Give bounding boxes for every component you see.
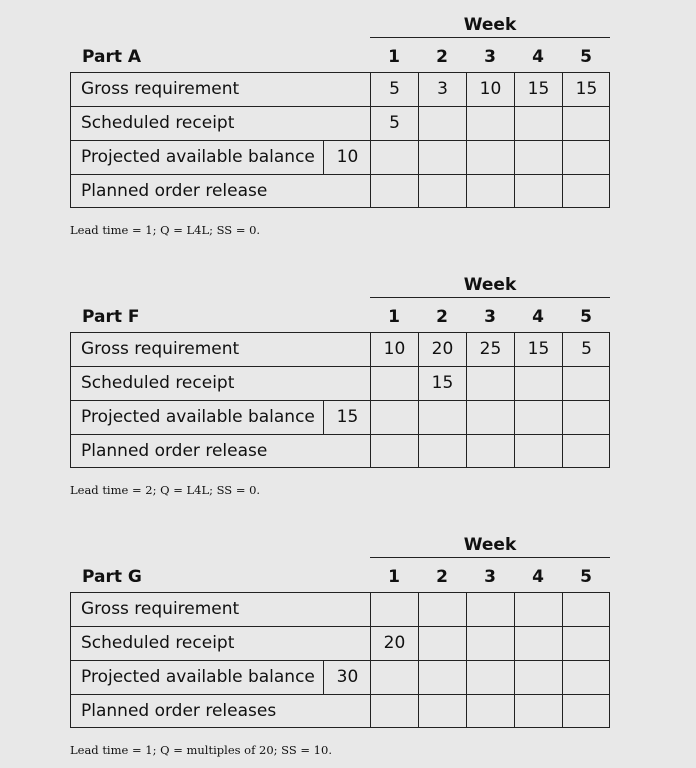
cell-week-4 — [514, 401, 562, 434]
row-planned-order-releases — [71, 695, 609, 729]
week-number-3: 3 — [484, 307, 496, 327]
mrp-grid — [70, 332, 610, 468]
cell-week-3 — [466, 401, 514, 434]
row-projected-available-balance — [71, 401, 609, 435]
table-note: Lead time = 2; Q = L4L; SS = 0. — [70, 483, 261, 497]
week-number-5: 5 — [580, 47, 592, 67]
table-note: Lead time = 1; Q = L4L; SS = 0. — [70, 223, 261, 237]
week-rule — [370, 297, 610, 298]
cell-week-1 — [370, 401, 418, 434]
cell-week-2 — [418, 141, 466, 174]
cell-week-5 — [562, 367, 610, 400]
row-label: Projected available balance — [81, 407, 315, 427]
row-scheduled-receipt — [71, 367, 609, 401]
cell-week-2 — [418, 401, 466, 434]
row-label: Gross requirement — [81, 599, 240, 619]
week-rule — [370, 37, 610, 38]
part-title: Part G — [82, 567, 142, 587]
cell-week-1 — [370, 141, 418, 174]
cell-week-1 — [370, 695, 418, 728]
row-label: Gross requirement — [81, 79, 240, 99]
week-number-4: 4 — [532, 567, 544, 587]
cell-week-5 — [562, 435, 610, 468]
row-planned-order-release — [71, 435, 609, 469]
cell-week-5 — [562, 175, 610, 208]
cell-week-4 — [514, 141, 562, 174]
week-header: Week — [463, 535, 517, 555]
row-label: Planned order releases — [81, 701, 277, 721]
cell-week-5: 5 — [562, 333, 610, 366]
week-header: Week — [463, 275, 517, 295]
cell-week-5 — [562, 107, 610, 140]
initial-balance-cell: 15 — [323, 401, 371, 434]
cell-week-1 — [370, 661, 418, 694]
cell-week-2 — [418, 435, 466, 468]
part-title: Part A — [82, 47, 142, 67]
week-number-1: 1 — [388, 307, 400, 327]
cell-week-1 — [370, 175, 418, 208]
cell-week-2: 15 — [418, 367, 466, 400]
cell-week-3: 25 — [466, 333, 514, 366]
week-number-2: 2 — [436, 47, 448, 67]
cell-week-3 — [466, 435, 514, 468]
row-gross-requirement — [71, 73, 609, 107]
week-number-2: 2 — [436, 307, 448, 327]
row-label: Scheduled receipt — [81, 373, 235, 393]
cell-week-5 — [562, 141, 610, 174]
cell-week-1: 5 — [370, 73, 418, 106]
cell-week-4: 15 — [514, 73, 562, 106]
row-label: Planned order release — [81, 181, 268, 201]
initial-balance-cell: 10 — [323, 141, 371, 174]
week-rule — [370, 557, 610, 558]
row-projected-available-balance — [71, 141, 609, 175]
row-label: Gross requirement — [81, 339, 240, 359]
mrp-table-part-g — [0, 520, 696, 760]
row-projected-available-balance — [71, 661, 609, 695]
row-scheduled-receipt — [71, 107, 609, 141]
week-number-3: 3 — [484, 47, 496, 67]
cell-week-1: 10 — [370, 333, 418, 366]
row-gross-requirement — [71, 333, 609, 367]
cell-week-2: 20 — [418, 333, 466, 366]
cell-week-3 — [466, 627, 514, 660]
cell-week-4 — [514, 107, 562, 140]
cell-week-3 — [466, 107, 514, 140]
cell-week-4 — [514, 661, 562, 694]
cell-week-1 — [370, 367, 418, 400]
cell-week-2 — [418, 175, 466, 208]
week-number-5: 5 — [580, 567, 592, 587]
mrp-grid — [70, 592, 610, 728]
row-label: Scheduled receipt — [81, 633, 235, 653]
cell-week-2: 3 — [418, 73, 466, 106]
cell-week-3 — [466, 141, 514, 174]
row-planned-order-release — [71, 175, 609, 209]
cell-week-4 — [514, 627, 562, 660]
cell-week-4 — [514, 367, 562, 400]
cell-week-1 — [370, 435, 418, 468]
cell-week-3 — [466, 661, 514, 694]
cell-week-3 — [466, 367, 514, 400]
cell-week-1: 20 — [370, 627, 418, 660]
table-note: Lead time = 1; Q = multiples of 20; SS = 10. — [70, 743, 332, 757]
cell-week-3: 10 — [466, 73, 514, 106]
cell-week-5 — [562, 401, 610, 434]
initial-balance-cell: 30 — [323, 661, 371, 694]
cell-week-4 — [514, 175, 562, 208]
row-label: Projected available balance — [81, 147, 315, 167]
cell-week-4 — [514, 593, 562, 626]
cell-week-5: 15 — [562, 73, 610, 106]
cell-week-3 — [466, 593, 514, 626]
week-number-4: 4 — [532, 47, 544, 67]
cell-week-5 — [562, 593, 610, 626]
week-number-5: 5 — [580, 307, 592, 327]
cell-week-3 — [466, 695, 514, 728]
row-scheduled-receipt — [71, 627, 609, 661]
cell-week-5 — [562, 627, 610, 660]
cell-week-5 — [562, 661, 610, 694]
week-number-3: 3 — [484, 567, 496, 587]
cell-week-3 — [466, 175, 514, 208]
cell-week-2 — [418, 695, 466, 728]
row-label: Scheduled receipt — [81, 113, 235, 133]
week-number-1: 1 — [388, 47, 400, 67]
week-number-2: 2 — [436, 567, 448, 587]
cell-week-2 — [418, 627, 466, 660]
cell-week-2 — [418, 107, 466, 140]
cell-week-4 — [514, 435, 562, 468]
cell-week-4 — [514, 695, 562, 728]
mrp-table-part-a — [0, 0, 696, 240]
cell-week-1: 5 — [370, 107, 418, 140]
cell-week-5 — [562, 695, 610, 728]
week-header: Week — [463, 15, 517, 35]
cell-week-1 — [370, 593, 418, 626]
row-gross-requirement — [71, 593, 609, 627]
row-label: Planned order release — [81, 441, 268, 461]
mrp-grid — [70, 72, 610, 208]
part-title: Part F — [82, 307, 140, 327]
row-label: Projected available balance — [81, 667, 315, 687]
cell-week-2 — [418, 661, 466, 694]
week-number-4: 4 — [532, 307, 544, 327]
cell-week-2 — [418, 593, 466, 626]
cell-week-4: 15 — [514, 333, 562, 366]
week-number-1: 1 — [388, 567, 400, 587]
mrp-table-part-f — [0, 260, 696, 500]
